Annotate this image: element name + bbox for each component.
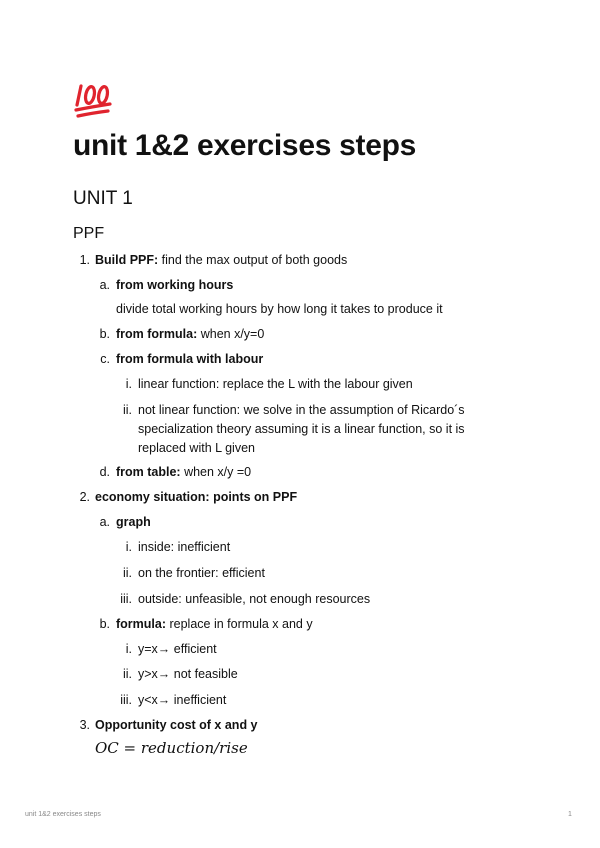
list-marker: ii. (122, 667, 132, 681)
item-text: y=x→ efficient (138, 642, 217, 656)
item-text: not linear function: we solve in the assumption of Ricardo´s specialization theory assuming it is a linear function, so it is replaced with L given (138, 403, 465, 455)
item-bold-label: graph (116, 515, 151, 529)
item-bold-label: Build PPF: (95, 253, 159, 267)
item-text: outside: unfeasible, not enough resources (138, 592, 371, 606)
item-text: on the frontier: efficient (138, 566, 265, 580)
item-text: inside: inefficient (138, 540, 231, 554)
item-text: find the max output of both goods (158, 253, 348, 267)
formula-opportunity-cost: OC = reduction/rise (95, 739, 248, 757)
list-marker: a. (99, 278, 110, 292)
section-heading-unit: UNIT 1 (73, 188, 133, 209)
item-text: linear function: replace the L with the labour given (138, 377, 413, 391)
item-text: when x/y=0 (197, 327, 265, 341)
item-bold-label: from formula: (116, 327, 198, 341)
item-bold-label: from formula with labour (116, 352, 264, 366)
item-bold-label: economy situation: points on PPF (95, 490, 298, 504)
page-number: 1 (568, 811, 572, 818)
item-bold-label: from table: (116, 465, 181, 479)
list-marker: b. (99, 327, 110, 341)
list-marker: 2. (79, 490, 90, 504)
list-marker: 1. (79, 253, 90, 267)
item-text: replace in formula x and y (166, 617, 313, 631)
list-marker: i. (125, 642, 132, 656)
list-marker: b. (99, 617, 110, 631)
footer-title: unit 1&2 exercises steps (25, 811, 101, 818)
item-text: y<x→ inefficient (138, 693, 227, 707)
list-item-1a-paragraph: divide total working hours by how long it takes to produce it (116, 302, 443, 316)
list-marker: ii. (122, 566, 132, 580)
list-marker: iii. (120, 592, 132, 606)
list-marker: c. (100, 352, 110, 366)
list-marker: d. (99, 465, 110, 479)
item-bold-label: from working hours (116, 278, 234, 292)
item-bold-label: formula: (116, 617, 166, 631)
list-marker: a. (99, 515, 110, 529)
list-marker: i. (125, 540, 132, 554)
item-bold-label: Opportunity cost of x and y (95, 718, 258, 732)
list-marker: 3. (79, 718, 90, 732)
list-marker: ii. (122, 403, 132, 417)
subsection-heading-ppf: PPF (73, 225, 105, 242)
item-text: y>x→ not feasible (138, 667, 238, 681)
page-title: unit 1&2 exercises steps (73, 129, 416, 162)
item-text: when x/y =0 (180, 465, 252, 479)
list-marker: i. (125, 377, 132, 391)
list-marker: iii. (120, 693, 132, 707)
hundred-points-emoji-icon (73, 80, 113, 120)
